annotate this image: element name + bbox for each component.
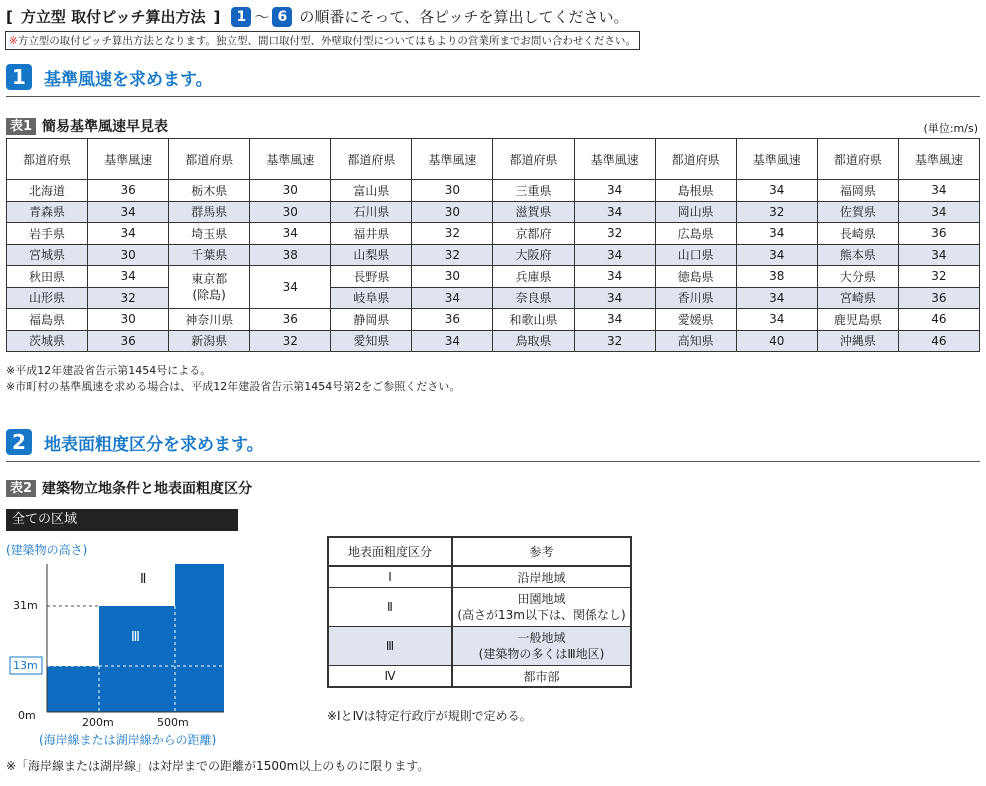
roughness-reference-cell — [452, 627, 631, 666]
wind-speed-cell: 30 — [88, 244, 169, 266]
col-wind-speed: 基準風速 — [412, 139, 493, 180]
prefecture-cell: 山梨県 — [331, 244, 412, 266]
roughness-reference-cell — [452, 588, 631, 627]
prefecture-cell: 長崎県 — [817, 223, 898, 245]
wind-speed-cell: 34 — [574, 180, 655, 202]
section1-number: 1 — [6, 64, 32, 90]
wind-speed-cell: 34 — [412, 287, 493, 309]
prefecture-cell: 静岡県 — [331, 309, 412, 331]
wind-speed-cell: 34 — [574, 266, 655, 288]
section2-divider — [6, 461, 980, 462]
zone3-mid-block — [99, 606, 175, 712]
prefecture-cell: 岐阜県 — [331, 287, 412, 309]
notice-text: 方立型の取付ピッチ算出方法となります。独立型、間口取付型、外壁取付型についてはもよりの営業所までお問い合わせください。 — [17, 35, 636, 47]
wind-speed-cell: 36 — [898, 287, 979, 309]
roughness-class-cell: Ⅲ — [328, 627, 452, 666]
col-wind-speed: 基準風速 — [250, 139, 331, 180]
wind-speed-cell: 34 — [250, 223, 331, 245]
prefecture-cell: 徳島県 — [655, 266, 736, 288]
step-to-badge: 6 — [272, 7, 292, 27]
prefecture-cell: 青森県 — [7, 201, 88, 223]
wind-speed-cell: 34 — [736, 180, 817, 202]
title-tilde: 〜 — [254, 8, 270, 26]
title-bracket-open: [ — [6, 7, 13, 26]
title-tail: の順番にそって、各ピッチを算出してください。 — [299, 8, 629, 26]
table1-title: 簡易基準風速早見表 — [42, 119, 169, 135]
prefecture-cell: 三重県 — [493, 180, 574, 202]
wind-speed-cell: 46 — [898, 309, 979, 331]
y-axis-label: (建築物の高さ) — [6, 543, 88, 557]
prefecture-cell: 滋賀県 — [493, 201, 574, 223]
zone3-low-block — [47, 666, 99, 712]
y-31m-label: 31m — [13, 599, 38, 612]
prefecture-cell: 大阪府 — [493, 244, 574, 266]
wind-speed-cell: 30 — [412, 180, 493, 202]
table1-note-2: ※市町村の基準風速を求める場合は、平成12年建設省告示第1454号第2をご参照ください。 — [6, 380, 461, 393]
section1-title: 基準風速を求めます。 — [44, 69, 213, 90]
prefecture-cell: 佐賀県 — [817, 201, 898, 223]
wind-speed-cell: 34 — [88, 223, 169, 245]
wind-speed-cell: 32 — [412, 223, 493, 245]
reference-main: 一般地域 — [517, 631, 566, 645]
col-wind-speed: 基準風速 — [88, 139, 169, 180]
y-13m-label: 13m — [13, 659, 38, 672]
table2-caption — [6, 478, 252, 498]
tokyo-name: 東京都 — [191, 272, 228, 286]
wind-speed-cell: 34 — [898, 244, 979, 266]
roughness-class-cell: Ⅳ — [328, 666, 452, 688]
wind-speed-cell: 36 — [412, 309, 493, 331]
prefecture-cell: 岩手県 — [7, 223, 88, 245]
wind-speed-cell: 32 — [250, 330, 331, 352]
prefecture-cell: 神奈川県 — [169, 309, 250, 331]
prefecture-cell: 埼玉県 — [169, 223, 250, 245]
prefecture-cell: 岡山県 — [655, 201, 736, 223]
x-200m-label: 200m — [82, 716, 114, 729]
wind-speed-cell: 32 — [574, 330, 655, 352]
wind-speed-cell: 36 — [250, 309, 331, 331]
prefecture-cell: 新潟県 — [169, 330, 250, 352]
wind-speed-cell: 30 — [412, 266, 493, 288]
wind-speed-cell: 38 — [736, 266, 817, 288]
table-row — [7, 287, 980, 309]
prefecture-cell: 群馬県 — [169, 201, 250, 223]
prefecture-cell: 栃木県 — [169, 180, 250, 202]
step-from-badge: 1 — [231, 7, 251, 27]
prefecture-cell: 高知県 — [655, 330, 736, 352]
wind-speed-cell: 34 — [574, 244, 655, 266]
wind-speed-cell: 46 — [898, 330, 979, 352]
prefecture-cell: 宮崎県 — [817, 287, 898, 309]
wind-speed-cell: 30 — [88, 309, 169, 331]
prefecture-cell: 山形県 — [7, 287, 88, 309]
prefecture-cell: 石川県 — [331, 201, 412, 223]
prefecture-cell: 奈良県 — [493, 287, 574, 309]
notice-box — [5, 31, 640, 50]
wind-speed-cell: 30 — [412, 201, 493, 223]
prefecture-cell: 島根県 — [655, 180, 736, 202]
table-row — [328, 627, 631, 666]
page-title — [6, 6, 628, 27]
title-bracket-close: ] — [213, 7, 221, 26]
reference-main: 田園地域 — [517, 592, 566, 606]
roughness-header-row — [328, 537, 631, 566]
roughness-class-cell: Ⅰ — [328, 566, 452, 588]
prefecture-cell: 熊本県 — [817, 244, 898, 266]
reference-sub: (建築物の多くはⅢ地区) — [478, 647, 605, 661]
col-prefecture: 都道府県 — [817, 139, 898, 180]
wind-speed-cell: 34 — [898, 180, 979, 202]
prefecture-cell: 沖縄県 — [817, 330, 898, 352]
prefecture-cell: 和歌山県 — [493, 309, 574, 331]
prefecture-cell: 富山県 — [331, 180, 412, 202]
roughness-col-class: 地表面粗度区分 — [328, 537, 452, 566]
roughness-table — [327, 536, 632, 688]
wind-speed-cell: 34 — [574, 201, 655, 223]
section2-number: 2 — [6, 429, 32, 455]
wind-speed-cell: 32 — [574, 223, 655, 245]
section2-footnote: ※「海岸線または湖岸線」は対岸までの距離が1500m以上のものに限ります。 — [6, 759, 430, 773]
wind-speed-cell: 40 — [736, 330, 817, 352]
col-wind-speed: 基準風速 — [574, 139, 655, 180]
all-regions-bar: 全ての区域 — [6, 509, 238, 531]
notice-mark: ※ — [9, 35, 18, 47]
prefecture-cell: 香川県 — [655, 287, 736, 309]
col-wind-speed: 基準風速 — [898, 139, 979, 180]
table1-note-1: ※平成12年建設省告示第1454号による。 — [6, 364, 212, 377]
wind-speed-cell: 38 — [250, 244, 331, 266]
reference-main: 沿岸地域 — [517, 570, 566, 585]
prefecture-cell: 宮城県 — [7, 244, 88, 266]
table-row — [7, 330, 980, 352]
x-500m-label: 500m — [157, 716, 189, 729]
wind-speed-cell: 34 — [88, 266, 169, 288]
col-prefecture: 都道府県 — [7, 139, 88, 180]
table1-caption — [6, 116, 168, 136]
col-prefecture: 都道府県 — [493, 139, 574, 180]
section1-heading — [6, 64, 213, 90]
roughness-col-reference: 参考 — [452, 537, 631, 566]
wind-speed-table — [6, 138, 980, 352]
prefecture-cell: 愛知県 — [331, 330, 412, 352]
table-row — [328, 588, 631, 627]
roughness-zone-diagram — [0, 550, 240, 725]
col-prefecture: 都道府県 — [655, 139, 736, 180]
col-prefecture: 都道府県 — [169, 139, 250, 180]
wind-speed-cell: 30 — [250, 201, 331, 223]
reference-sub: (高さが13m以下は、関係なし) — [457, 608, 626, 622]
reference-main: 都市部 — [523, 669, 560, 684]
table2-badge: 表2 — [6, 480, 36, 497]
zone3-high-block — [175, 564, 224, 712]
section1-divider — [6, 96, 980, 97]
table1-badge: 表1 — [6, 118, 36, 135]
wind-speed-cell-tokyo: 34 — [250, 266, 331, 309]
wind-speed-cell: 34 — [88, 201, 169, 223]
prefecture-cell: 長野県 — [331, 266, 412, 288]
section2-heading — [6, 429, 264, 455]
wind-speed-cell: 36 — [898, 223, 979, 245]
table-row — [7, 180, 980, 202]
table-row — [7, 266, 980, 288]
wind-speed-cell: 32 — [898, 266, 979, 288]
roughness-reference-cell — [452, 666, 631, 688]
prefecture-cell: 鹿児島県 — [817, 309, 898, 331]
y-0m-label: 0m — [18, 709, 36, 722]
x-axis-label: (海岸線または湖岸線からの距離) — [39, 733, 217, 747]
prefecture-cell: 福島県 — [7, 309, 88, 331]
wind-speed-cell: 34 — [736, 309, 817, 331]
wind-speed-cell: 36 — [88, 330, 169, 352]
col-wind-speed: 基準風速 — [736, 139, 817, 180]
prefecture-cell: 北海道 — [7, 180, 88, 202]
wind-speed-cell: 34 — [574, 287, 655, 309]
wind-speed-cell: 34 — [574, 309, 655, 331]
prefecture-cell: 兵庫県 — [493, 266, 574, 288]
tokyo-name-note: (除島) — [192, 288, 226, 302]
title-main: 方立型 取付ピッチ算出方法 — [20, 8, 206, 26]
zone-3-label: Ⅲ — [131, 630, 140, 645]
table1-unit: (単位:m/s) — [923, 122, 978, 135]
prefecture-cell-tokyo — [169, 266, 250, 309]
prefecture-cell: 愛媛県 — [655, 309, 736, 331]
col-prefecture: 都道府県 — [331, 139, 412, 180]
prefecture-cell: 千葉県 — [169, 244, 250, 266]
prefecture-cell: 福井県 — [331, 223, 412, 245]
wind-speed-cell: 32 — [412, 244, 493, 266]
wind-speed-cell: 36 — [88, 180, 169, 202]
prefecture-cell: 福岡県 — [817, 180, 898, 202]
roughness-reference-cell — [452, 566, 631, 588]
table-row — [7, 309, 980, 331]
wind-speed-cell: 32 — [88, 287, 169, 309]
prefecture-cell: 山口県 — [655, 244, 736, 266]
roughness-note: ※ⅠとⅣは特定行政庁が規則で定める。 — [327, 709, 532, 723]
wind-speed-cell: 34 — [736, 223, 817, 245]
table-row — [7, 223, 980, 245]
zone-2-label: Ⅱ — [140, 572, 147, 587]
prefecture-cell: 秋田県 — [7, 266, 88, 288]
prefecture-cell: 茨城県 — [7, 330, 88, 352]
prefecture-cell: 広島県 — [655, 223, 736, 245]
prefecture-cell: 京都府 — [493, 223, 574, 245]
table-row — [7, 244, 980, 266]
table-row — [328, 666, 631, 688]
table2-title: 建築物立地条件と地表面粗度区分 — [42, 481, 253, 497]
wind-speed-cell: 30 — [250, 180, 331, 202]
wind-speed-cell: 34 — [736, 244, 817, 266]
table-row — [328, 566, 631, 588]
roughness-class-cell: Ⅱ — [328, 588, 452, 627]
table-row — [7, 201, 980, 223]
wind-speed-cell: 32 — [736, 201, 817, 223]
wind-speed-cell: 34 — [412, 330, 493, 352]
wind-speed-cell: 34 — [898, 201, 979, 223]
wind-table-header-row — [7, 139, 980, 180]
prefecture-cell: 大分県 — [817, 266, 898, 288]
prefecture-cell: 鳥取県 — [493, 330, 574, 352]
wind-speed-cell: 34 — [736, 287, 817, 309]
section2-title: 地表面粗度区分を求めます。 — [44, 434, 264, 455]
